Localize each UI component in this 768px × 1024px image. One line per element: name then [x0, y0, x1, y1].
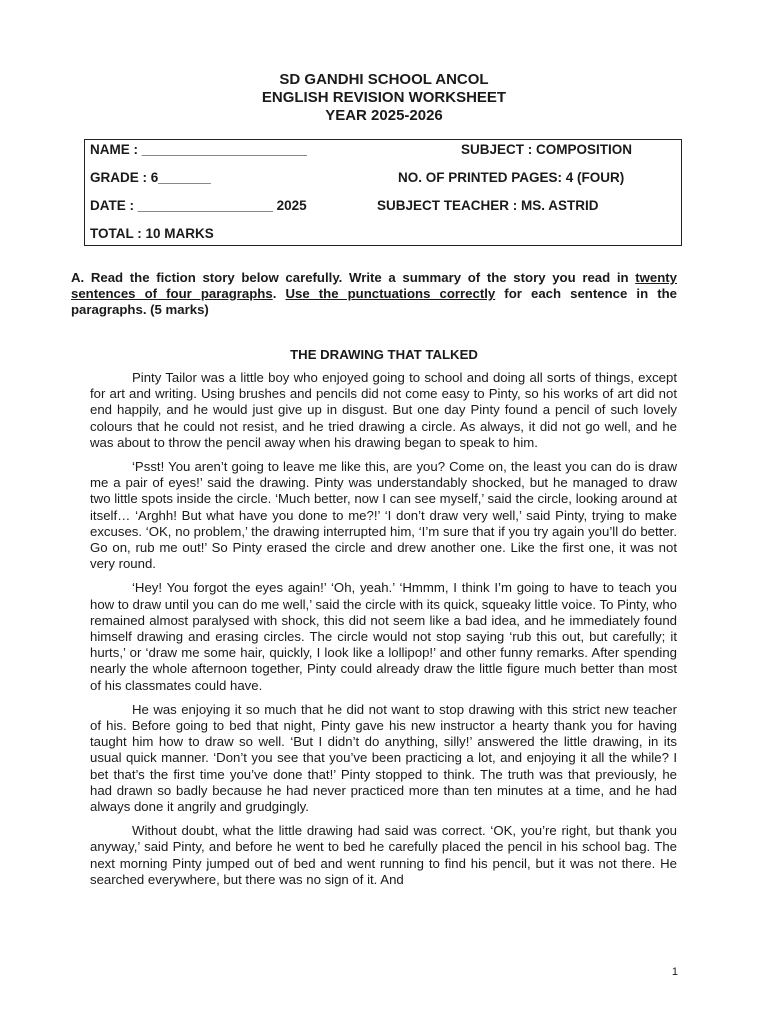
question-text: A. Read the fiction story below carefully. Write a summary of the story you read in	[71, 270, 636, 285]
school-name: SD GANDHI SCHOOL ANCOL	[279, 71, 489, 88]
worksheet-header	[0, 71, 768, 125]
grade-field: GRADE : 6_______	[90, 170, 211, 185]
student-info-box	[84, 139, 682, 246]
subject-field: SUBJECT : COMPOSITION	[461, 142, 633, 157]
question-text-separator: .	[272, 286, 286, 301]
story-paragraph: Without doubt, what the little drawing had said was correct. ‘OK, you’re right, but thank you anyway,’ said Pinty, and before he went to bed he carefully placed the pencil in his school bag. The next morning Pinty jumped out of bed and went running to find his pencil, but it was not there. He searched everywhere, but there was no sign of it. And	[90, 823, 677, 887]
question-instruction	[71, 270, 677, 318]
date-field: DATE : __________________ 2025	[90, 198, 307, 213]
printed-pages-field: NO. OF PRINTED PAGES: 4 (FOUR)	[398, 170, 625, 185]
story-paragraph: He was enjoying it so much that he did not want to stop drawing with this strict new teacher of his. Before going to bed that night, Pinty gave his new instructor a hearty thank you for having taught him how to draw so well. ‘But I didn’t do anything, silly!’ answered the little drawing, in its usual quick manner. ‘Don’t you see that you’ve been practicing a lot, and enjoying it all the while? I bet that’s the first time you’ve done that!’ Pinty stopped to think. The truth was that previously, he had drawn so badly because he had never practiced more than ten minutes at a time, and he had always done it angrily and grudgingly.	[90, 701, 677, 815]
question-underlined-punctuation: Use the punctuations correctly	[285, 286, 496, 301]
total-marks-field: TOTAL : 10 MARKS	[90, 226, 214, 241]
story-body	[90, 370, 677, 896]
school-year: YEAR 2025-2026	[325, 107, 443, 124]
worksheet-title: ENGLISH REVISION WORKSHEET	[261, 89, 507, 106]
question-underlined-requirement: twenty sentences of four paragraphs	[71, 270, 677, 301]
story-title: THE DRAWING THAT TALKED	[290, 347, 478, 362]
name-field: NAME : ______________________	[90, 142, 307, 157]
story-paragraph: ‘Hey! You forgot the eyes again!’ ‘Oh, yeah.’ ‘Hmmm, I think I’m going to have to teach you how to draw until you can do me well,’ said the circle with its quick, squeaky little voice. To Pinty, who remained almost paralysed with shock, this did not seem like a bad idea, and he immediately found himself drawing and erasing circles. The circle would not stop saying ‘rub this out, but carefully; it hurts,’ or ‘draw me some hair, quickly, I look like a lollipop!’ and other funny remarks. After spending nearly the whole afternoon together, Pinty could already draw the little figure much better than most of his classmates could have.	[90, 580, 677, 693]
story-paragraph: ‘Psst! You aren’t going to leave me like this, are you? Come on, the least you can do is draw me a pair of eyes!’ said the drawing. Pinty was understandably shocked, but he managed to draw two little spots inside the circle. ‘Much better, now I can see myself,’ said the circle, looking around at itself… ‘Arghh! But what have you done to me?!’ ‘I don’t draw very well,’ said Pinty, trying to make excuses. ‘OK, no problem,’ the drawing interrupted him, ‘I’m sure that if you try again you’ll do better. Go on, rub me out!’ So Pinty erased the circle and drew another one. Like the first one, it was not very round.	[90, 459, 677, 572]
subject-teacher-field: SUBJECT TEACHER : MS. ASTRID	[377, 198, 599, 213]
story-paragraph: Pinty Tailor was a little boy who enjoyed going to school and doing all sorts of things, except for art and writing. Using brushes and pencils did not come easy to Pinty, so his works of art did not end happily, and he would just give up in disgust. But one day Pinty found a pencil of such lovely colours that he could not resist, and he tried drawing a circle. As always, it did not go well, and he was about to throw the pencil away when his drawing began to speak to him.	[90, 370, 677, 450]
question-text-end: for each sentence in the paragraphs. (5 marks)	[71, 286, 677, 317]
page-number: 1	[671, 966, 678, 978]
